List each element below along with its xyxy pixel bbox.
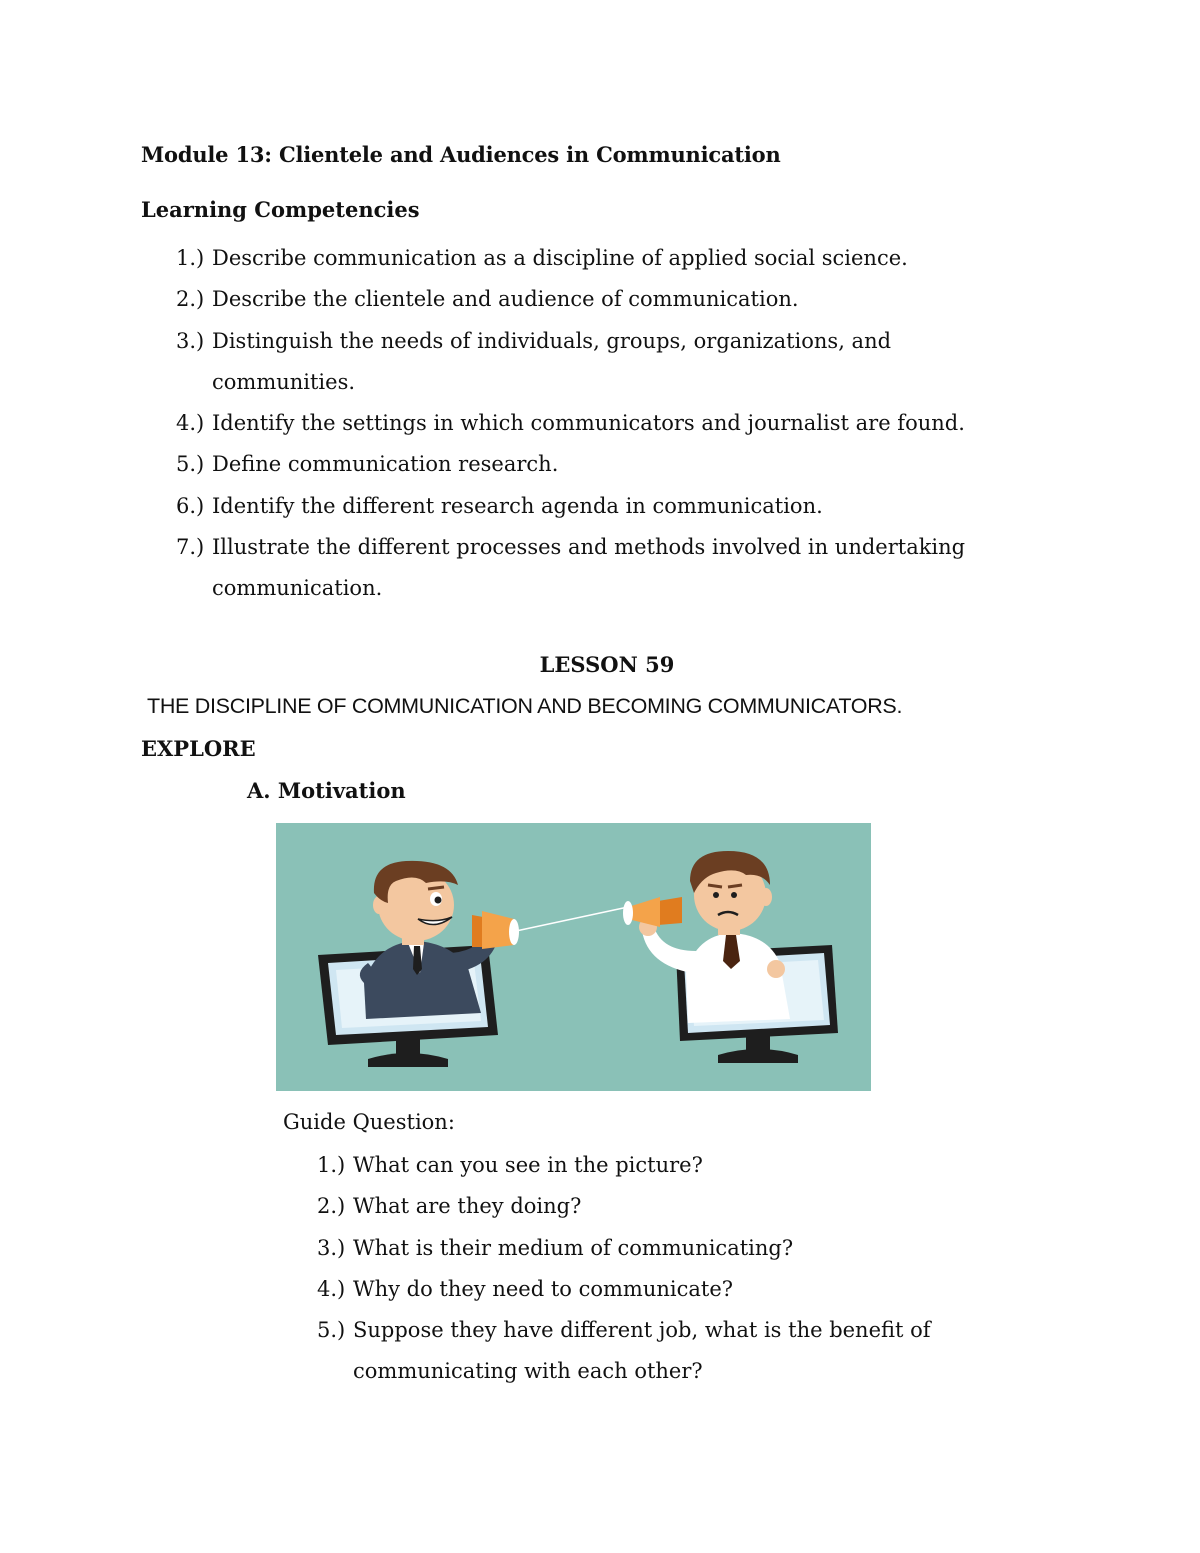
list-item-number: 2.) bbox=[176, 287, 205, 312]
right-man-icon bbox=[639, 851, 790, 1023]
list-item-number: 5.) bbox=[176, 452, 205, 477]
list-item bbox=[176, 568, 965, 609]
list-item bbox=[317, 1228, 931, 1269]
list-item-text: communities. bbox=[212, 369, 356, 394]
list-item-text: What are they doing? bbox=[353, 1194, 582, 1219]
competencies-list bbox=[176, 238, 965, 610]
list-item-number: 4.) bbox=[176, 411, 205, 436]
list-item-text: Suppose they have different job, what is the benefit of bbox=[353, 1318, 931, 1343]
list-item-text: What is their medium of communicating? bbox=[353, 1235, 794, 1260]
list-item-number: 1.) bbox=[317, 1153, 346, 1177]
motivation-picture bbox=[276, 823, 871, 1091]
list-item-text: communicating with each other? bbox=[353, 1359, 703, 1384]
list-item-text: Why do they need to communicate? bbox=[353, 1276, 733, 1301]
right-tin-can-icon bbox=[623, 897, 682, 927]
list-item bbox=[317, 1269, 931, 1310]
list-item bbox=[176, 403, 965, 444]
left-tin-can-icon bbox=[472, 911, 519, 949]
list-item bbox=[176, 238, 965, 279]
list-item bbox=[176, 362, 965, 403]
guide-question-label: Guide Question: bbox=[283, 1110, 455, 1134]
list-item-text: What can you see in the picture? bbox=[353, 1153, 703, 1177]
list-item-text: communication. bbox=[212, 576, 383, 601]
module-title: Module 13: Clientele and Audiences in Communication bbox=[141, 142, 781, 167]
list-item bbox=[317, 1145, 931, 1186]
can-string bbox=[516, 907, 628, 931]
lesson-number: LESSON 59 bbox=[539, 652, 675, 677]
list-item-text: Illustrate the different processes and methods involved in undertaking bbox=[212, 535, 966, 560]
list-item-text: Distinguish the needs of individuals, groups, organizations, and bbox=[212, 328, 892, 353]
subsection-heading-motivation: A. Motivation bbox=[247, 778, 406, 803]
section-heading-explore: EXPLORE bbox=[141, 736, 256, 761]
list-item-text: Identify the different research agenda in communication. bbox=[212, 493, 823, 518]
competencies-heading: Learning Competencies bbox=[141, 197, 420, 222]
list-item-number: 3.) bbox=[176, 328, 205, 353]
list-item-number: 3.) bbox=[317, 1235, 346, 1260]
guide-questions-list bbox=[317, 1145, 931, 1393]
list-item bbox=[317, 1351, 931, 1392]
list-item-number: 1.) bbox=[176, 246, 205, 270]
list-item-number: 5.) bbox=[317, 1318, 346, 1343]
list-item bbox=[176, 444, 965, 485]
list-item-text: Describe the clientele and audience of communication. bbox=[212, 287, 799, 312]
list-item-number: 2.) bbox=[317, 1194, 346, 1219]
list-item-text: Define communication research. bbox=[212, 452, 559, 477]
list-item bbox=[176, 321, 965, 362]
list-item bbox=[176, 279, 965, 320]
list-item bbox=[176, 486, 965, 527]
list-item-number: 7.) bbox=[176, 535, 205, 560]
list-item bbox=[317, 1186, 931, 1227]
list-item bbox=[176, 527, 965, 568]
list-item-text: Describe communication as a discipline of applied social science. bbox=[212, 246, 908, 270]
list-item-text: Identify the settings in which communicators and journalist are found. bbox=[212, 411, 965, 436]
list-item bbox=[317, 1310, 931, 1351]
list-item-number: 6.) bbox=[176, 493, 205, 518]
lesson-title: THE DISCIPLINE OF COMMUNICATION AND BECOMING COMMUNICATORS. bbox=[147, 694, 903, 718]
list-item-number: 4.) bbox=[317, 1276, 346, 1301]
tin-can-phone-illustration bbox=[276, 823, 871, 1091]
